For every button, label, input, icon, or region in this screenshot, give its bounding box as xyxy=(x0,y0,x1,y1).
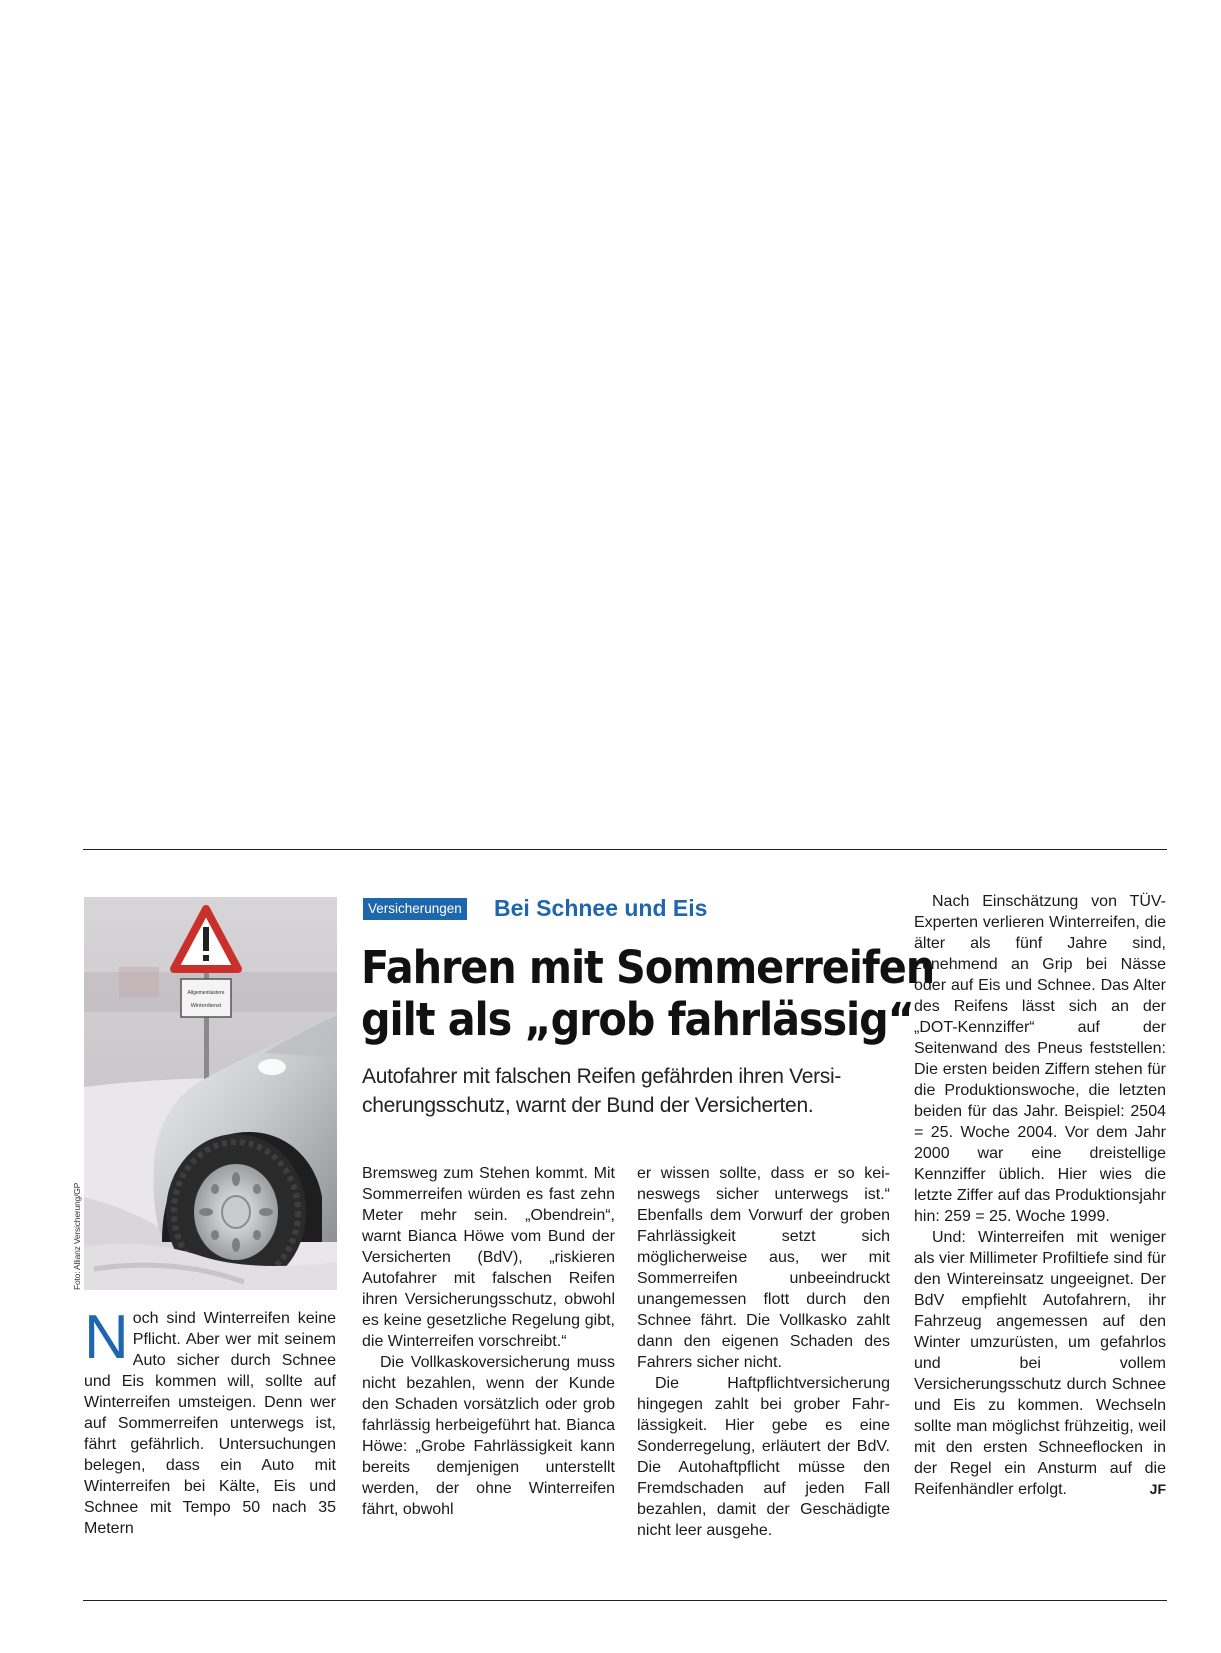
paragraph-text: och sind Winterreifen keine Pflicht. Aber wer mit seinem Auto sicher durch Schnee und Eis kommen will, sollte auf Winterreifen umsteigen. Denn wer auf Sommerreifen unterwegs ist, fährt gefährlich. Untersuchungen belegen, dass ein Auto mit Winterreifen bei Kälte, Eis und Schnee mit Tempo 50 nach 35 Metern xyxy=(84,1310,336,1537)
article-photo xyxy=(84,897,337,1290)
top-rule xyxy=(83,849,1167,850)
paragraph: Die Haftpflichtversicherung hingegen zahlt bei grober Fahrlässigkeit. Hier gebe es eine Sonderregelung, erläutert der BdV. Die Autohaftpflicht müsse den Fremdschaden auf jeden Fall bezahlen, damit der Geschädigte nicht leer ausgehe. xyxy=(637,1375,890,1539)
article-column-2 xyxy=(362,1163,615,1520)
headline-line-2: gilt als „grob fahrlässig“ xyxy=(361,993,914,1046)
paragraph xyxy=(84,1303,336,1539)
photo-credit: Foto: Allianz Versicherung/GP xyxy=(72,1182,82,1290)
paragraph: Nach Einschätzung von TÜV-Experten verlieren Winterreifen, die älter als fünf Jahre sind, zunehmend an Grip bei Nässe oder auf Eis und Schnee. Das Alter des Reifens lässt sich an der „DOT-Kennziffer“ auf der Seitenwand des Pneus feststellen: Die ersten beiden Ziffern stehen für die Produktionswoche, die letzten beiden für das Jahr. Beispiel: 2504 = 25. Woche 2004. Vor dem Jahr 2000 war eine dreistellige Kennziffer üblich. Hier wies die letzte Ziffer auf das Produktionsjahr hin: 259 = 25. Woche 1999. xyxy=(914,893,1166,1225)
kicker-title: Bei Schnee und Eis xyxy=(494,895,708,921)
article-column-3 xyxy=(637,1163,890,1541)
standfirst: Autofahrer mit falschen Reifen gefährden ihren Versi-cherungsschutz, warnt der Bund der Versicherten. xyxy=(362,1065,842,1117)
author-signature: JF xyxy=(1149,1481,1166,1497)
paragraph: er wissen sollte, dass er so keineswegs sicher unterwegs ist.“ Ebenfalls dem Vorwurf der groben Fahrlässigkeit setzt sich möglicherweise aus, wer mit Sommerreifen unbeeindruckt unangemessen flott durch den Schnee fährt. Die Vollkasko zahlt dann den eigenen Schaden des Fahrers sicher nicht. xyxy=(637,1165,890,1371)
sign-text-1: Allgemeinlastere xyxy=(187,990,225,996)
headline-line-1: Fahren mit Sommerreifen xyxy=(361,941,935,994)
article-column-1 xyxy=(84,1303,336,1539)
headline xyxy=(361,941,935,1046)
paragraph: Die Vollkaskoversicherung muss nicht bezahlen, wenn der Kunde den Schaden vorsätzlich oder grob fahrlässig herbeigeführt hat. Bianca Höwe: „Grobe Fahrlässigkeit kann bereits demjenigen unterstellt werden, der ohne Winterreifen fährt, obwohl xyxy=(362,1354,615,1518)
bottom-rule xyxy=(83,1600,1167,1601)
paragraph: Und: Winterreifen mit weniger als vier Millimeter Profiltiefe sind für den Wintereinsatz ungeeignet. Der BdV empfiehlt Autofahrern, ihr Fahrzeug angemessen auf den Winter umzurüsten, um gefahrlos und bei vollem Versicherungsschutz durch Schnee und Eis zu kommen. Wechseln sollte man möglichst frühzeitig, weil mit den ersten Schneeflocken in der Regel ein Ansturm auf die Reifenhändler erfolgt. xyxy=(914,1229,1166,1498)
paragraph: Bremsweg zum Stehen kommt. Mit Sommerreifen würden es fast zehn Meter mehr sein. „Obendrein“, warnt Bianca Höwe vom Bund der Versicherten (BdV), „riskieren Autofahrer mit falschen Reifen ihren Versicherungsschutz, obwohl es keine gesetzliche Regelung gibt, die Winterreifen vorschreibt.“ xyxy=(362,1165,615,1350)
drop-cap: N xyxy=(84,1303,129,1372)
article-column-4 xyxy=(914,891,1166,1500)
sign-text-2: Winterdienst xyxy=(190,1003,222,1009)
section-tag: Versicherungen xyxy=(363,898,467,920)
